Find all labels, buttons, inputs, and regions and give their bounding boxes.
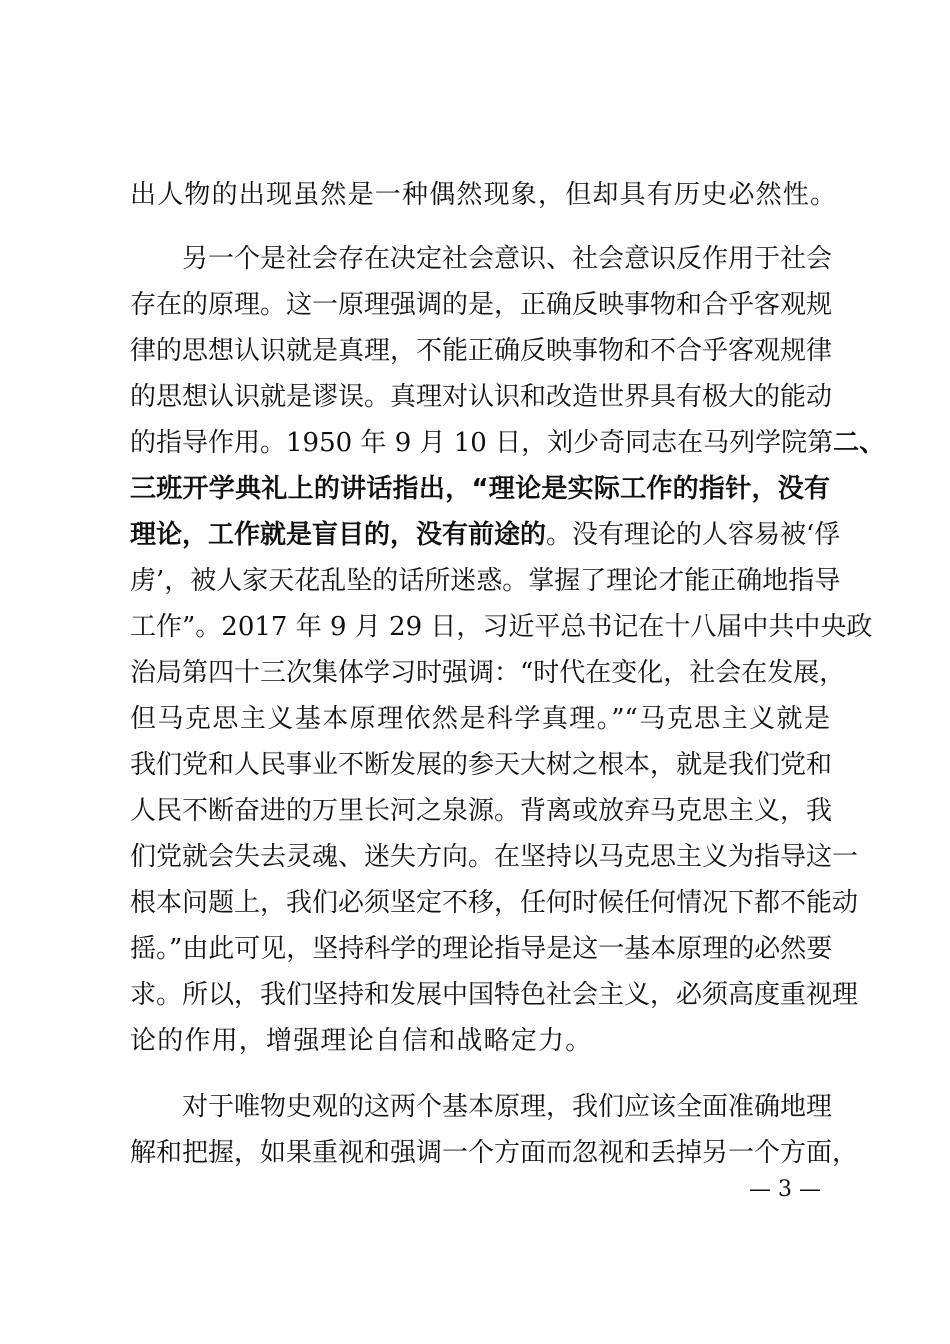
paragraph-2-line-15: 根本问题上，我们必须坚定不移，任何时候任何情况下都不能动	[130, 888, 859, 918]
paragraph-2-line-1: 另一个是社会存在决定社会意识、社会意识反作用于社会	[182, 244, 833, 274]
paragraph-2-line-5	[130, 426, 886, 460]
paragraph-2-line-18: 论的作用，增强理论自信和战略定力。	[130, 1026, 593, 1056]
paragraph-2-line-10: 治局第四十三次集体学习时强调：“时代在变化，社会在发展，	[130, 658, 846, 688]
paragraph-3-line-2: 解和把握，如果重视和强调一个方面而忽视和丢掉另一个方面，	[130, 1138, 859, 1168]
paragraph-2-line-13: 人民不断奋进的万里长河之泉源。背离或放弃马克思主义，我	[130, 796, 833, 826]
paragraph-2-line-7-plain: 。没有理论的人容易被‘俘	[546, 520, 841, 550]
paragraph-2-line-3: 律的思想认识就是真理，不能正确反映事物和不合乎客观规律	[130, 336, 833, 366]
paragraph-2-line-17: 求。所以，我们坚持和发展中国特色社会主义，必须高度重视理	[130, 980, 859, 1010]
paragraph-2-line-12: 我们党和人民事业不断发展的参天大树之根本，就是我们党和	[130, 750, 833, 780]
paragraph-2-line-14: 们党就会失去灵魂、迷失方向。在坚持以马克思主义为指导这一	[130, 842, 859, 872]
paragraph-2-line-11: 但马克思主义基本原理依然是科学真理。”“马克思主义就是	[130, 704, 830, 734]
paragraph-2-line-16: 摇。”由此可见，坚持科学的理论指导是这一基本原理的必然要	[130, 934, 833, 964]
paragraph-2-line-2: 存在的原理。这一原理强调的是，正确反映事物和合乎客观规	[130, 290, 833, 320]
paragraph-2-line-6: 三班开学典礼上的讲话指出，“理论是实际工作的指针，没有	[130, 474, 830, 504]
paragraph-2-line-5-bold: 二、	[833, 428, 886, 458]
paragraph-2-line-4: 的思想认识就是谬误。真理对认识和改造世界具有极大的能动	[130, 382, 833, 412]
paragraph-3-line-1: 对于唯物史观的这两个基本原理，我们应该全面准确地理	[182, 1092, 833, 1122]
paragraph-2-line-7	[130, 518, 841, 552]
paragraph-1-line-1: 出人物的出现虽然是一种偶然现象，但却具有历史必然性。	[130, 180, 838, 210]
paragraph-2-line-8: 虏’，被人家天花乱坠的话所迷惑。掌握了理论才能正确地指导	[130, 566, 841, 596]
paragraph-2-line-9: 工作”。2017 年 9 月 29 日，习近平总书记在十八届中共中央政	[130, 612, 873, 642]
paragraph-2-line-5-plain: 的指导作用。1950 年 9 月 10 日，刘少奇同志在马列学院第	[130, 428, 834, 458]
page-number: — 3 —	[749, 1177, 821, 1202]
paragraph-2-line-7-bold: 理论，工作就是盲目的，没有前途的	[130, 520, 547, 550]
